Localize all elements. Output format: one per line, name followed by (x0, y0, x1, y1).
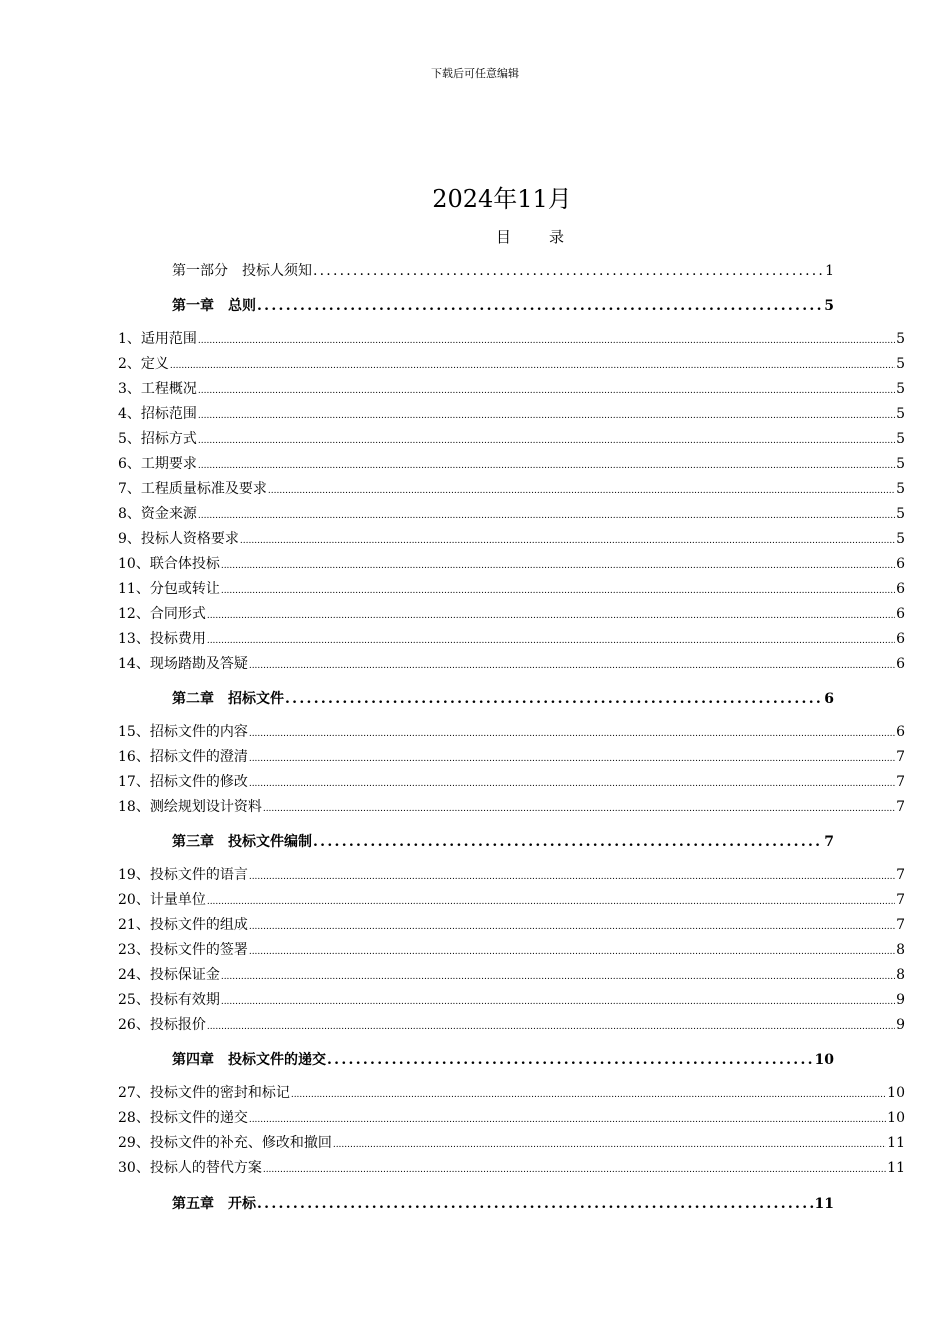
toc-dot-leader (207, 606, 895, 626)
toc-item-entry[interactable] (118, 940, 905, 962)
toc-entry-page-number: 5 (896, 406, 905, 422)
toc-heading-char: 目 (495, 228, 511, 246)
toc-entry-label: 4、招标范围 (118, 406, 197, 422)
toc-entry-label: 19、投标文件的语言 (118, 867, 248, 883)
toc-dot-leader (268, 481, 895, 501)
toc-item-entry[interactable] (118, 797, 905, 819)
toc-entry-label: 23、投标文件的签署 (118, 942, 248, 958)
toc-entry-label: 27、投标文件的密封和标记 (118, 1085, 290, 1101)
toc-entry-page-number: 6 (896, 724, 905, 740)
toc-item-entry[interactable] (118, 379, 905, 401)
toc-dot-leader (285, 688, 823, 710)
toc-entry-page-number: 5 (896, 506, 905, 522)
toc-entry-label: 13、投标费用 (118, 631, 206, 647)
toc-entry-label: 11、分包或转让 (118, 581, 220, 597)
toc-dot-leader (207, 1017, 895, 1037)
toc-entry-label: 9、投标人资格要求 (118, 531, 239, 547)
toc-entry-label: 12、合同形式 (118, 606, 206, 622)
toc-item-entry[interactable] (118, 529, 905, 551)
toc-dot-leader (249, 724, 895, 744)
toc-entry-page-number: 7 (896, 917, 905, 933)
toc-entry-page-number: 9 (896, 992, 905, 1008)
toc-entry-label: 16、招标文件的澄清 (118, 749, 248, 765)
toc-item-entry[interactable] (118, 454, 905, 476)
toc-item-entry[interactable] (118, 554, 905, 576)
toc-entry-page-number: 10 (887, 1085, 905, 1101)
toc-item-entry[interactable] (118, 429, 905, 451)
toc-item-entry[interactable] (118, 990, 905, 1012)
header-note: 下载后可任意编辑 (431, 67, 519, 80)
toc-entry-label: 第四章 投标文件的递交 (172, 1052, 326, 1068)
toc-item-entry[interactable] (118, 329, 905, 351)
toc-dot-leader (221, 581, 895, 601)
toc-entry-page-number: 5 (896, 381, 905, 397)
toc-dot-leader (263, 799, 895, 819)
toc-item-entry[interactable] (118, 965, 905, 987)
toc-item-entry[interactable] (118, 865, 905, 887)
toc-entry-label: 10、联合体投标 (118, 556, 220, 572)
toc-entry-page-number: 5 (824, 298, 834, 314)
toc-entry-page-number: 6 (896, 656, 905, 672)
toc-entry-page-number: 11 (887, 1135, 905, 1151)
toc-entry-page-number: 7 (896, 799, 905, 815)
toc-entry-label: 6、工期要求 (118, 456, 197, 472)
toc-dot-leader (198, 456, 895, 476)
toc-entry-page-number: 7 (896, 892, 905, 908)
toc-chapter-entry[interactable] (172, 1049, 834, 1071)
toc-item-entry[interactable] (118, 1108, 905, 1130)
toc-item-entry[interactable] (118, 1133, 905, 1155)
toc-entry-label: 20、计量单位 (118, 892, 206, 908)
toc-entry-label: 24、投标保证金 (118, 967, 220, 983)
toc-entry-page-number: 7 (824, 834, 834, 850)
toc-dot-leader (198, 431, 895, 451)
toc-dot-leader (263, 1160, 886, 1180)
toc-entry-label: 1、适用范围 (118, 331, 197, 347)
toc-dot-leader (327, 1049, 814, 1071)
toc-item-entry[interactable] (118, 354, 905, 376)
toc-dot-leader (207, 892, 895, 912)
toc-chapter-entry[interactable] (172, 688, 834, 710)
toc-entry-label: 30、投标人的替代方案 (118, 1160, 262, 1176)
toc-dot-leader (333, 1135, 886, 1155)
toc-entry-label: 第二章 招标文件 (172, 691, 284, 707)
toc-entry-label: 第一章 总则 (172, 298, 256, 314)
toc-entry-label: 第三章 投标文件编制 (172, 834, 312, 850)
toc-entry-label: 17、招标文件的修改 (118, 774, 248, 790)
toc-item-entry[interactable] (118, 1083, 905, 1105)
toc-dot-leader (221, 992, 895, 1012)
toc-entry-page-number: 11 (814, 1196, 834, 1212)
toc-entry-label: 28、投标文件的递交 (118, 1110, 248, 1126)
toc-dot-leader (257, 295, 823, 317)
toc-item-entry[interactable] (118, 654, 905, 676)
toc-entry-page-number: 5 (896, 431, 905, 447)
toc-item-entry[interactable] (118, 504, 905, 526)
toc-entry-page-number: 8 (896, 967, 905, 983)
toc-dot-leader (198, 331, 895, 351)
toc-chapter-entry[interactable] (172, 295, 834, 317)
toc-item-entry[interactable] (118, 479, 905, 501)
toc-dot-leader (198, 381, 895, 401)
toc-dot-leader (198, 506, 895, 526)
toc-dot-leader (240, 531, 895, 551)
toc-chapter-entry[interactable] (172, 831, 834, 853)
toc-dot-leader (170, 356, 895, 376)
toc-entry-page-number: 6 (896, 556, 905, 572)
toc-entry-label: 26、投标报价 (118, 1017, 206, 1033)
toc-entry-page-number: 9 (896, 1017, 905, 1033)
toc-entry-page-number: 10 (814, 1052, 834, 1068)
toc-dot-leader (249, 942, 895, 962)
toc-dot-leader (313, 260, 824, 282)
toc-item-entry[interactable] (118, 579, 905, 601)
toc-entry-page-number: 7 (896, 749, 905, 765)
toc-dot-leader (291, 1085, 886, 1105)
toc-entry-label: 8、资金来源 (118, 506, 197, 522)
toc-dot-leader (249, 749, 895, 769)
toc-entry-page-number: 8 (896, 942, 905, 958)
toc-dot-leader (249, 867, 895, 887)
toc-entry-page-number: 5 (896, 331, 905, 347)
toc-item-entry[interactable] (118, 404, 905, 426)
toc-entry-page-number: 6 (824, 691, 834, 707)
toc-entry-label: 5、招标方式 (118, 431, 197, 447)
toc-entry-label: 21、投标文件的组成 (118, 917, 248, 933)
toc-heading (0, 226, 950, 248)
toc-dot-leader (249, 1110, 886, 1130)
toc-item-entry[interactable] (118, 604, 905, 626)
toc-entry-label: 25、投标有效期 (118, 992, 220, 1008)
toc-entry-label: 15、招标文件的内容 (118, 724, 248, 740)
toc-item-entry[interactable] (118, 772, 905, 794)
toc-entry-label: 7、工程质量标准及要求 (118, 481, 267, 497)
toc-entry-label: 14、现场踏勘及答疑 (118, 656, 248, 672)
toc-entry-page-number: 5 (896, 481, 905, 497)
toc-entry-page-number: 7 (896, 867, 905, 883)
toc-entry-page-number: 1 (825, 263, 834, 279)
toc-entry-label: 3、工程概况 (118, 381, 197, 397)
toc-entry-page-number: 7 (896, 774, 905, 790)
toc-dot-leader (221, 556, 895, 576)
toc-entry-page-number: 5 (896, 456, 905, 472)
toc-entry-label: 第五章 开标 (172, 1196, 256, 1212)
toc-entry-page-number: 11 (887, 1160, 905, 1176)
toc-dot-leader (249, 774, 895, 794)
toc-entry-page-number: 5 (896, 356, 905, 372)
toc-entry-page-number: 5 (896, 531, 905, 547)
toc-dot-leader (249, 656, 895, 676)
toc-chapter-entry[interactable] (172, 1193, 834, 1215)
toc-entry-label: 29、投标文件的补充、修改和撤回 (118, 1135, 332, 1151)
toc-item-entry[interactable] (118, 1158, 905, 1180)
toc-heading-char: 录 (549, 228, 565, 246)
toc-entry-page-number: 10 (887, 1110, 905, 1126)
toc-item-entry[interactable] (118, 1015, 905, 1037)
toc-entry-page-number: 6 (896, 631, 905, 647)
toc-entry-page-number: 6 (896, 606, 905, 622)
toc-dot-leader (207, 631, 895, 651)
toc-dot-leader (257, 1193, 814, 1215)
toc-entry-label: 第一部分 投标人须知 (172, 263, 312, 279)
toc-part-entry[interactable] (172, 260, 834, 282)
toc-dot-leader (313, 831, 823, 853)
toc-item-entry[interactable] (118, 890, 905, 912)
toc-dot-leader (198, 406, 895, 426)
toc-entry-label: 2、定义 (118, 356, 169, 372)
toc-item-entry[interactable] (118, 747, 905, 769)
toc-dot-leader (249, 917, 895, 937)
toc-dot-leader (221, 967, 895, 987)
toc-item-entry[interactable] (118, 629, 905, 651)
toc-entry-label: 18、测绘规划设计资料 (118, 799, 262, 815)
toc-item-entry[interactable] (118, 722, 905, 744)
toc-entry-page-number: 6 (896, 581, 905, 597)
document-date-title: 2024年11月 (432, 185, 572, 213)
toc-item-entry[interactable] (118, 915, 905, 937)
